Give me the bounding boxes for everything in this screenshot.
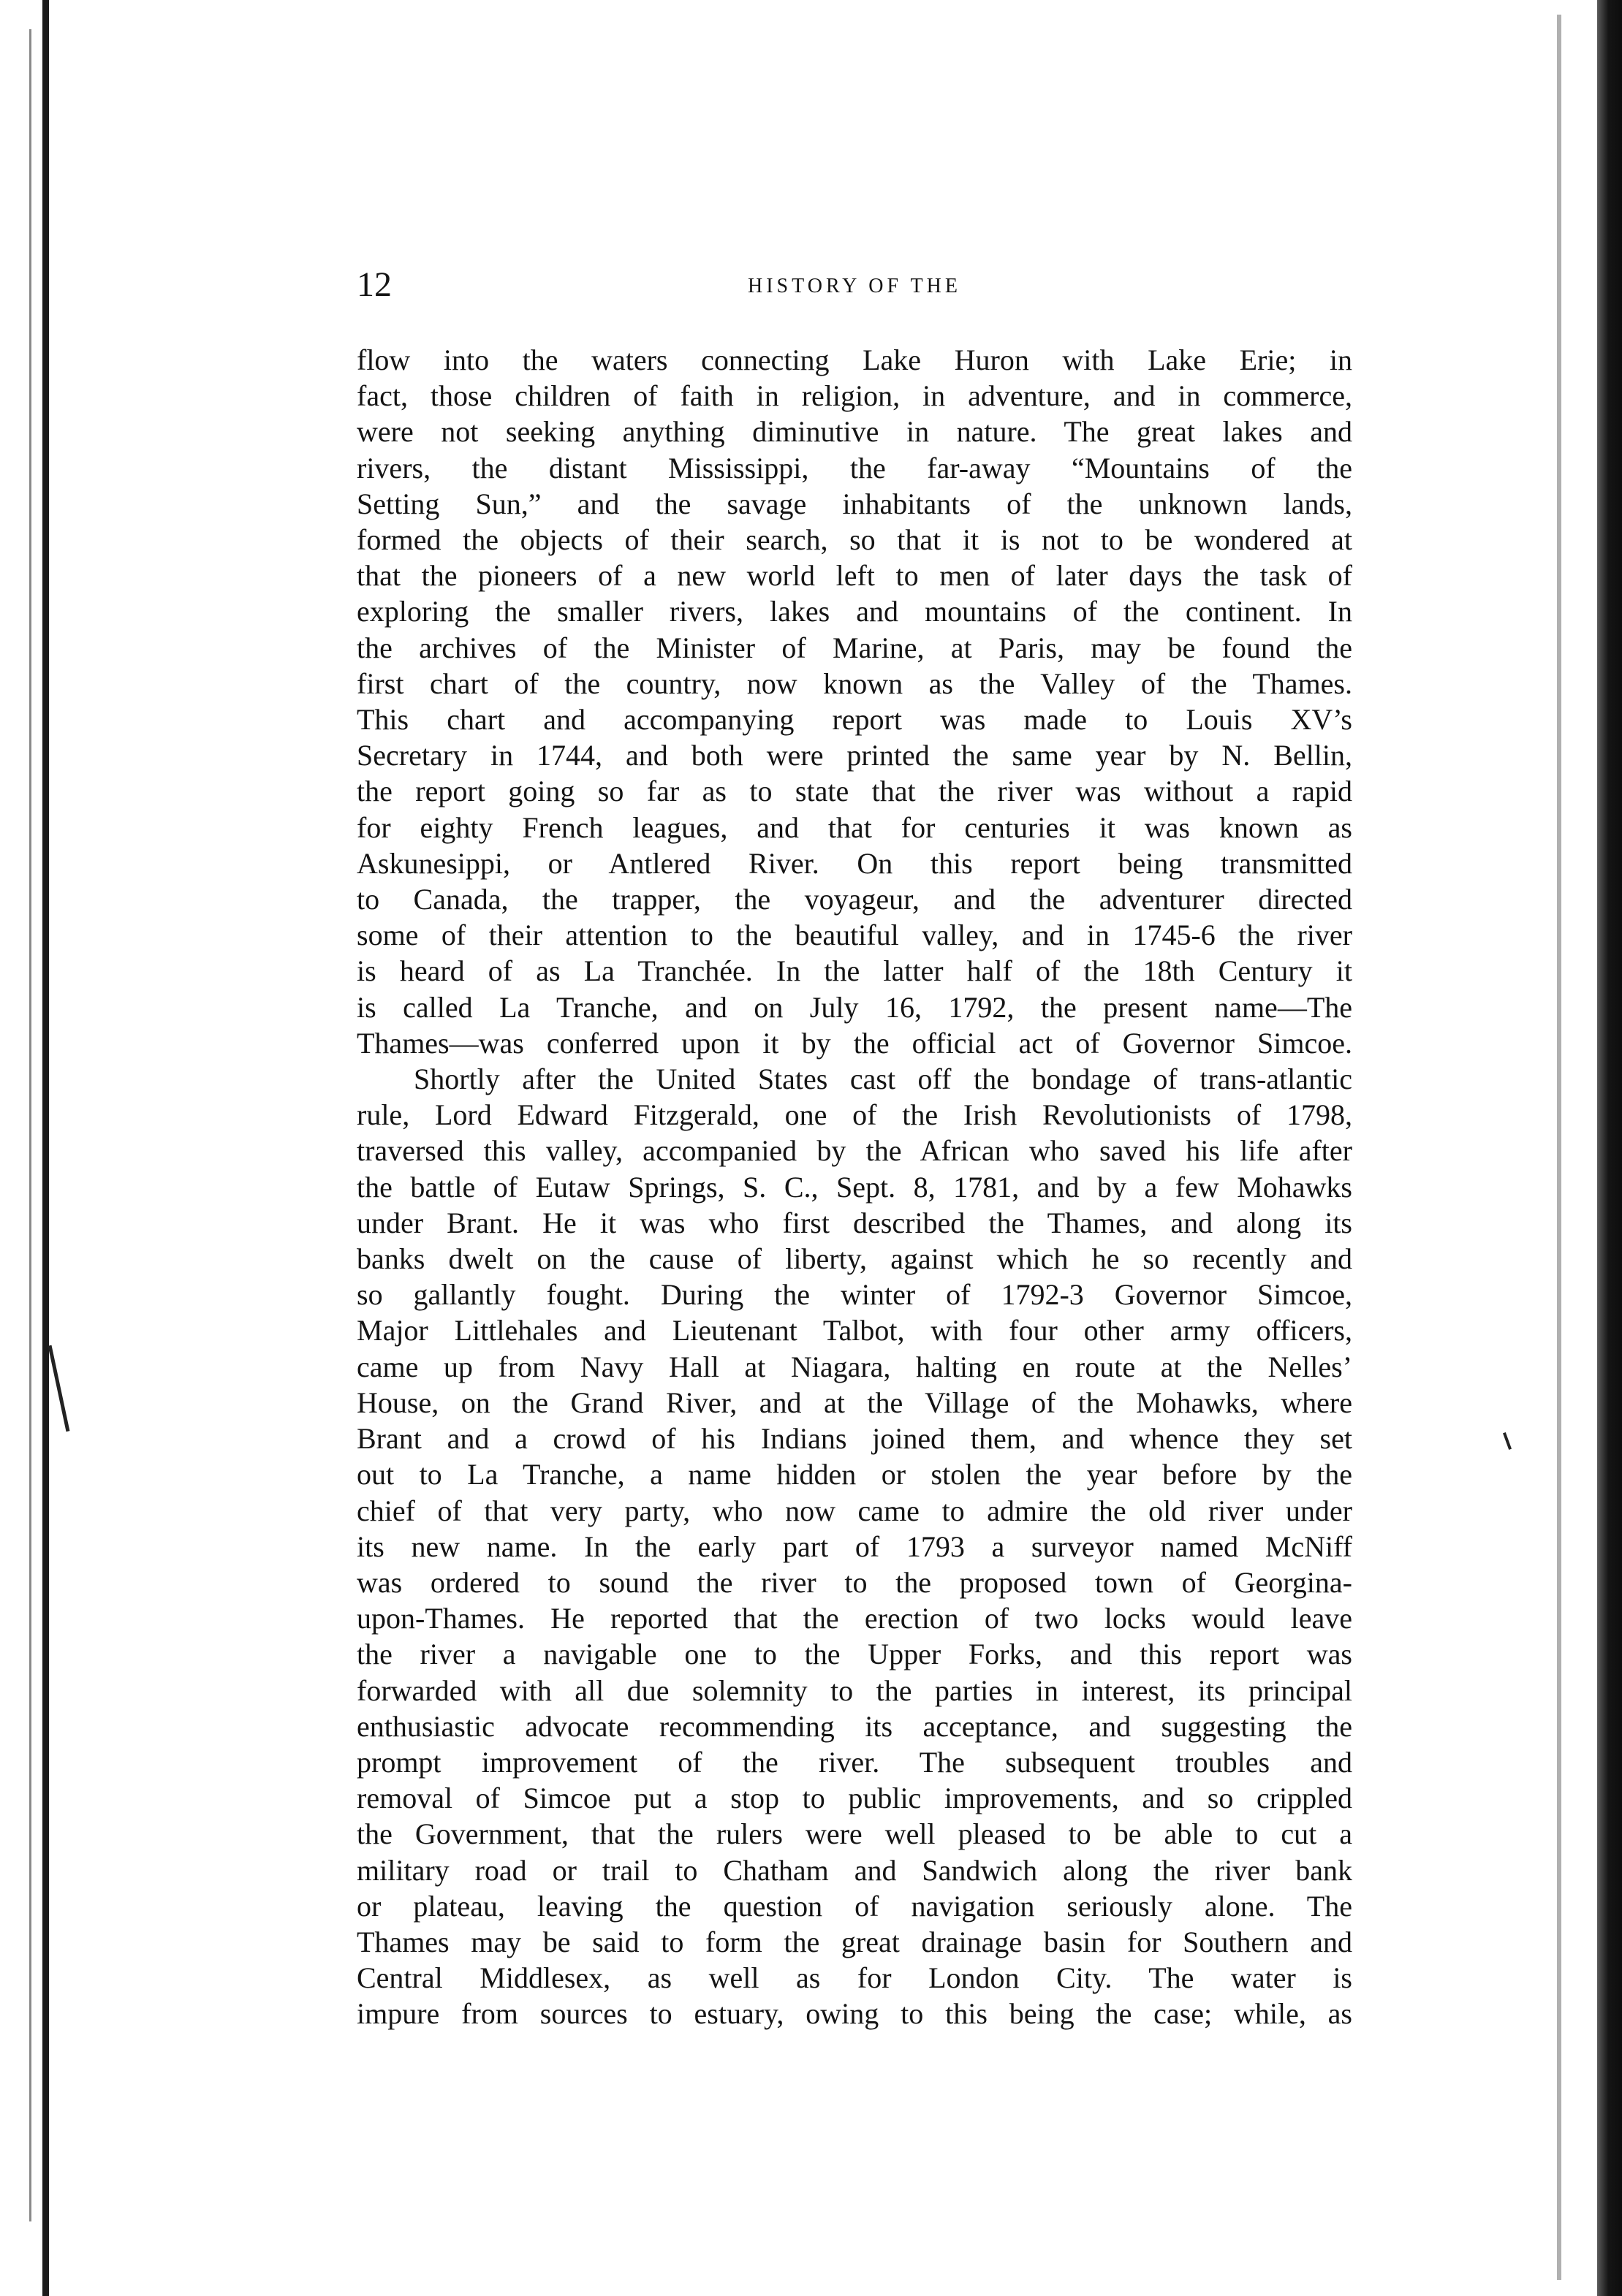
- scan-shadow-left: [29, 29, 31, 2221]
- text-line: enthusiastic advocate recommending its acceptance, and suggesting the: [357, 1709, 1352, 1743]
- text-line: prompt improvement of the river. The subsequent troubles and: [357, 1745, 1352, 1779]
- text-line: is heard of as La Tranchée. In the latter half of the 18th Century it: [357, 954, 1352, 988]
- text-line: Askunesippi, or Antlered River. On this report being transmitted: [357, 846, 1352, 880]
- text-line: Major Littlehales and Lieutenant Talbot, with four other army officers,: [357, 1314, 1352, 1347]
- text-line: for eighty French leagues, and that for centuries it was known as: [357, 810, 1352, 844]
- text-line: under Brant. He it was who first described the Thames, and along its: [357, 1206, 1352, 1239]
- text-line: that the pioneers of a new world left to men of later days the task of: [357, 559, 1352, 593]
- text-line: some of their attention to the beautiful valley, and in 1745-6 the river: [357, 919, 1352, 952]
- paragraph-1: [357, 342, 1352, 1061]
- text-line: the battle of Eutaw Springs, S. C., Sept. 8, 1781, and by a few Mohawks: [357, 1170, 1352, 1204]
- text-line: This chart and accompanying report was made to Louis XV’s: [357, 703, 1352, 737]
- text-line: chief of that very party, who now came to admire the old river under: [357, 1494, 1352, 1527]
- margin-mark-left: [48, 1345, 70, 1432]
- text-line: banks dwelt on the cause of liberty, against which he so recently and: [357, 1242, 1352, 1276]
- text-line: removal of Simcoe put a stop to public improvements, and so crippled: [357, 1782, 1352, 1815]
- page-number: 12: [357, 265, 392, 304]
- text-line: Central Middlesex, as well as for London City. The water is: [357, 1961, 1352, 1995]
- scan-shadow-right: [1557, 15, 1561, 2280]
- text-line: was ordered to sound the river to the proposed town of Georgina-: [357, 1565, 1352, 1599]
- running-title: HISTORY OF THE: [748, 275, 961, 297]
- text-line: the Government, that the rulers were well pleased to be able to cut a: [357, 1817, 1352, 1851]
- text-line: forwarded with all due solemnity to the parties in interest, its principal: [357, 1673, 1352, 1707]
- text-line: fact, those children of faith in religion, in adventure, and in commerce,: [357, 379, 1352, 413]
- text-line: came up from Navy Hall at Niagara, halting en route at the Nelles’: [357, 1350, 1352, 1383]
- text-line: the river a navigable one to the Upper Forks, and this report was: [357, 1638, 1352, 1671]
- text-line: House, on the Grand River, and at the Village of the Mohawks, where: [357, 1385, 1352, 1419]
- margin-mark-right: [1503, 1432, 1512, 1450]
- book-page: [357, 263, 1352, 2032]
- text-line: its new name. In the early part of 1793 a surveyor named McNiff: [357, 1529, 1352, 1563]
- text-line: out to La Tranche, a name hidden or stolen the year before by the: [357, 1458, 1352, 1491]
- text-line: the report going so far as to state that the river was without a rapid: [357, 775, 1352, 808]
- text-line: to Canada, the trapper, the voyageur, and the adventurer directed: [357, 883, 1352, 916]
- text-line: formed the objects of their search, so that it is not to be wondered at: [357, 523, 1352, 557]
- text-line: upon-Thames. He reported that the erection of two locks would leave: [357, 1602, 1352, 1635]
- scan-edge-right: [1597, 0, 1622, 2296]
- text-line: Thames—was conferred upon it by the official act of Governor Simcoe.: [357, 1026, 1352, 1060]
- text-line: Thames may be said to form the great drainage basin for Southern and: [357, 1925, 1352, 1958]
- running-head: [357, 263, 1352, 307]
- text-line: rivers, the distant Mississippi, the far-away “Mountains of the: [357, 451, 1352, 484]
- text-line: flow into the waters connecting Lake Huron with Lake Erie; in: [357, 343, 1352, 376]
- text-line: military road or trail to Chatham and Sandwich along the river bank: [357, 1853, 1352, 1887]
- text-line: impure from sources to estuary, owing to this being the case; while, as: [357, 1997, 1352, 2031]
- scan-edge-left: [42, 0, 49, 2296]
- text-line: traversed this valley, accompanied by the African who saved his life after: [357, 1134, 1352, 1168]
- text-line: the archives of the Minister of Marine, at Paris, may be found the: [357, 631, 1352, 664]
- text-line: Shortly after the United States cast off the bondage of trans-atlantic: [414, 1063, 1352, 1096]
- text-line: first chart of the country, now known as the Valley of the Thames.: [357, 666, 1352, 700]
- text-line: were not seeking anything diminutive in nature. The great lakes and: [357, 415, 1352, 449]
- text-line: is called La Tranche, and on July 16, 1792, the present name—The: [357, 990, 1352, 1024]
- text-line: exploring the smaller rivers, lakes and mountains of the continent. In: [357, 595, 1352, 628]
- text-line: Brant and a crowd of his Indians joined them, and whence they set: [357, 1422, 1352, 1456]
- paragraph-2: [357, 1061, 1352, 2031]
- text-line: so gallantly fought. During the winter of 1792-3 Governor Simcoe,: [357, 1278, 1352, 1312]
- text-line: Setting Sun,” and the savage inhabitants of the unknown lands,: [357, 487, 1352, 520]
- text-line: or plateau, leaving the question of navigation seriously alone. The: [357, 1889, 1352, 1923]
- text-line: Secretary in 1744, and both were printed the same year by N. Bellin,: [357, 739, 1352, 772]
- text-line: rule, Lord Edward Fitzgerald, one of the Irish Revolutionists of 1798,: [357, 1098, 1352, 1132]
